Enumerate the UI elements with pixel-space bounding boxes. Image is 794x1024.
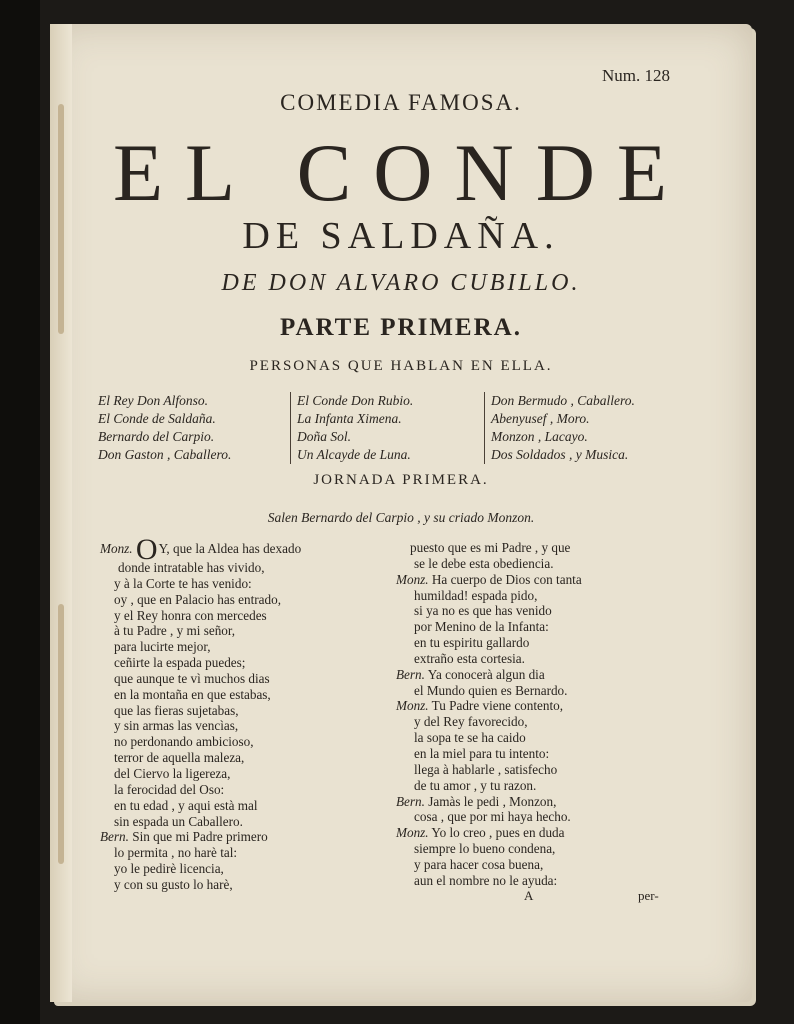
verse-line bbox=[100, 639, 400, 655]
author-line: DE DON ALVARO CUBILLO. bbox=[221, 270, 581, 296]
verse-text: de tu amor , y tu razon. bbox=[414, 777, 537, 793]
verse-line bbox=[396, 809, 696, 825]
verse-text: para lucirte mejor, bbox=[114, 639, 211, 655]
cast-member: Don Gaston , Caballero. bbox=[98, 447, 232, 462]
background-shadow bbox=[0, 0, 40, 1024]
printed-page bbox=[50, 24, 752, 1002]
verse-line bbox=[396, 683, 696, 699]
verse-text: à tu Padre , y mi señor, bbox=[114, 623, 236, 639]
verse-line bbox=[100, 829, 400, 845]
verse-text: aun el nombre no le ayuda: bbox=[414, 872, 558, 888]
verse-line bbox=[396, 556, 696, 572]
speaker-label: Monz. bbox=[100, 541, 133, 556]
verse-line bbox=[396, 730, 696, 746]
verse-line bbox=[100, 687, 400, 703]
verse-text: ceñirte la espada puedes; bbox=[114, 655, 246, 671]
verse-line bbox=[396, 794, 696, 810]
verse-line bbox=[396, 857, 696, 873]
verse-text: cosa , que por mi haya hecho. bbox=[414, 809, 571, 825]
kicker-title: COMEDIA FAMOSA. bbox=[280, 90, 522, 115]
verse-line bbox=[100, 814, 400, 830]
act-heading: JORNADA PRIMERA. bbox=[313, 472, 489, 488]
verse-line bbox=[396, 572, 696, 588]
verse-text: en la montaña en que estabas, bbox=[114, 686, 271, 702]
verse-line bbox=[100, 608, 400, 624]
signature-mark: A bbox=[524, 888, 534, 903]
verse-text: se le debe esta obediencia. bbox=[414, 555, 554, 571]
cast-member: Bernardo del Carpio. bbox=[98, 429, 215, 444]
cast-member: Doña Sol. bbox=[297, 429, 351, 444]
cast-member: El Rey Don Alfonso. bbox=[98, 393, 208, 408]
verse-text: sin espada un Caballero. bbox=[114, 813, 243, 829]
cast-heading: PERSONAS QUE HABLAN EN ELLA. bbox=[249, 358, 553, 374]
verse-text: y para hacer cosa buena, bbox=[414, 856, 544, 872]
cast-column-2 bbox=[290, 392, 481, 464]
verse-text: por Menino de la Infanta: bbox=[414, 619, 549, 635]
verse-line bbox=[100, 592, 400, 608]
verse-text: no perdonando ambicioso, bbox=[114, 734, 254, 750]
verse-line bbox=[100, 533, 400, 566]
verse-text: del Ciervo la ligereza, bbox=[114, 765, 231, 781]
verse-text: humildad! espada pido, bbox=[414, 587, 538, 603]
verse-line bbox=[100, 576, 400, 592]
verse-text: Tu Padre viene contento, bbox=[431, 698, 564, 714]
verse-line bbox=[100, 750, 400, 766]
verse-text: en tu espiritu gallardo bbox=[414, 635, 530, 651]
cast-member: El Conde Don Rubio. bbox=[297, 393, 414, 408]
verse-text: la ferocidad del Oso: bbox=[114, 781, 225, 797]
verse-text: y del Rey favorecido, bbox=[414, 714, 528, 730]
verse-text: que aunque te vì muchos dias bbox=[114, 670, 270, 686]
verse-text: y sin armas las vencìas, bbox=[114, 718, 239, 734]
verse-line bbox=[396, 698, 696, 714]
verse-line bbox=[396, 746, 696, 762]
verse-line bbox=[100, 766, 400, 782]
verse-text: Ya conocerà algun dia bbox=[427, 666, 545, 682]
speaker-label: Monz. bbox=[396, 825, 429, 841]
verse-line bbox=[100, 655, 400, 671]
cast-member: Monzon , Lacayo. bbox=[491, 429, 588, 444]
verse-line bbox=[396, 825, 696, 841]
verse-text: y à la Corte te has venido: bbox=[114, 575, 252, 591]
verse-text: terror de aquella maleza, bbox=[114, 750, 245, 766]
cast-column-3 bbox=[484, 392, 683, 464]
verse-text: extraño esta cortesia. bbox=[414, 650, 525, 666]
verse-line bbox=[100, 560, 400, 576]
verse-text: llega à hablarle , satisfecho bbox=[414, 761, 558, 777]
verse-text: donde intratable has vivido, bbox=[118, 560, 265, 575]
verse-line bbox=[396, 635, 696, 651]
speaker-label: Monz. bbox=[396, 571, 429, 587]
part-heading: PARTE PRIMERA. bbox=[280, 314, 522, 341]
verse-text: siempre lo bueno condena, bbox=[414, 841, 556, 857]
verse-text: Ha cuerpo de Dios con tanta bbox=[431, 571, 582, 587]
subtitle: DE SALDAÑA. bbox=[242, 215, 560, 257]
cast-member: Dos Soldados , y Musica. bbox=[491, 447, 629, 462]
verse-text: oy , que en Palacio has entrado, bbox=[114, 591, 281, 607]
verse-line bbox=[396, 873, 696, 889]
verse-line bbox=[100, 861, 400, 877]
verse-text: Y, que la Aldea has dexado bbox=[158, 541, 302, 556]
verse-line bbox=[100, 845, 400, 861]
verse-text: yo le pedirè licencia, bbox=[114, 861, 224, 877]
binding-stitch bbox=[58, 604, 64, 864]
verse-line bbox=[396, 667, 696, 683]
verse-text: lo permita , no harè tal: bbox=[114, 845, 238, 861]
cast-member: Abenyusef , Moro. bbox=[491, 411, 590, 426]
verse-text: el Mundo quien es Bernardo. bbox=[414, 682, 568, 698]
verse-text: Sin que mi Padre primero bbox=[132, 829, 268, 845]
cast-member: Don Bermudo , Caballero. bbox=[491, 393, 635, 408]
verse-line bbox=[100, 877, 400, 893]
cast-member: El Conde de Saldaña. bbox=[98, 411, 216, 426]
verse-line bbox=[100, 623, 400, 639]
verse-text: Yo lo creo , pues en duda bbox=[431, 825, 565, 841]
catchword: per- bbox=[638, 888, 659, 903]
verse-line bbox=[396, 762, 696, 778]
verse-text: Jamàs le pedi , Monzon, bbox=[428, 793, 557, 809]
verse-text: puesto que es mi Padre , y que bbox=[410, 540, 571, 555]
verse-text: y el Rey honra con mercedes bbox=[114, 607, 267, 623]
verse-line bbox=[396, 588, 696, 604]
verse-line bbox=[396, 651, 696, 667]
verse-line bbox=[100, 734, 400, 750]
drop-cap: O bbox=[135, 533, 158, 566]
main-title: EL CONDE bbox=[112, 127, 690, 218]
speaker-label: Bern. bbox=[396, 666, 425, 682]
verse-column-right bbox=[396, 540, 696, 889]
verse-text: la sopa te se ha caido bbox=[414, 730, 526, 746]
verse-text: en la miel para tu intento: bbox=[414, 745, 550, 761]
cast-member: Un Alcayde de Luna. bbox=[297, 447, 411, 462]
verse-line bbox=[100, 798, 400, 814]
speaker-label: Monz. bbox=[396, 698, 429, 714]
verse-text: si ya no es que has venido bbox=[414, 603, 552, 619]
speaker-label: Bern. bbox=[100, 829, 129, 845]
verse-line bbox=[100, 703, 400, 719]
cast-member: La Infanta Ximena. bbox=[297, 411, 402, 426]
verse-line bbox=[396, 619, 696, 635]
verse-line bbox=[396, 540, 696, 556]
verse-text: que las fieras sujetabas, bbox=[114, 702, 239, 718]
verse-text: y con su gusto lo harè, bbox=[114, 876, 233, 892]
verse-line bbox=[396, 603, 696, 619]
verse-line bbox=[100, 718, 400, 734]
page-number: Num. 128 bbox=[602, 66, 670, 85]
verse-line bbox=[396, 714, 696, 730]
verse-text: en tu edad , y aqui està mal bbox=[114, 797, 258, 813]
verse-line bbox=[396, 841, 696, 857]
cast-column-1 bbox=[98, 392, 284, 464]
verse-column-left bbox=[100, 533, 400, 893]
verse-line bbox=[396, 778, 696, 794]
verse-line bbox=[100, 782, 400, 798]
speaker-label: Bern. bbox=[396, 793, 425, 809]
stage-direction: Salen Bernardo del Carpio , y su criado Monzon. bbox=[267, 510, 535, 525]
verse-line bbox=[100, 671, 400, 687]
